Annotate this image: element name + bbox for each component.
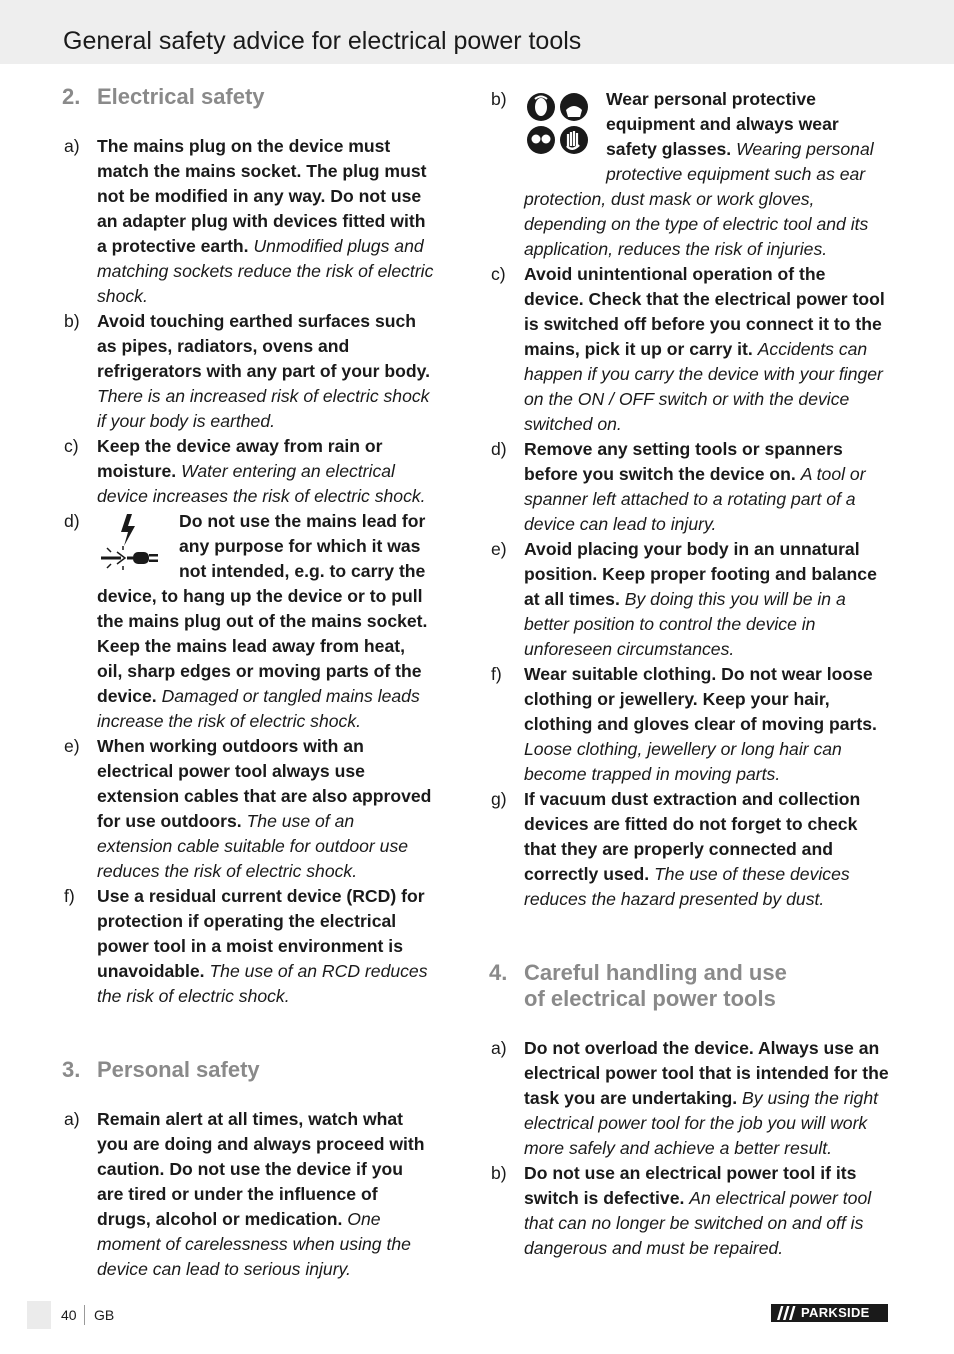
- item-label: g): [491, 789, 507, 809]
- item-explanation: There is an increased risk of electric shock if your body is earthed.: [97, 386, 430, 431]
- page-number: 40: [61, 1307, 77, 1323]
- list-item: [489, 662, 889, 787]
- section-number: 2.: [62, 84, 81, 109]
- item-instruction: Do not use an electrical power tool if its switch is defective.: [524, 1163, 857, 1208]
- item-instruction: Do not use the mains lead for any purpose for which it was not intended, e.g. to carry the device, to hang up the device or to pull the mains plug out of the mains socket. Keep the mains lead away from heat, oil, sharp edges or moving parts of the device.: [97, 511, 428, 706]
- item-instruction: Remove any setting tools or spanners before you switch the device on.: [524, 439, 843, 484]
- item-explanation: An electrical power tool that can no longer be switched on and off is dangerous and must be repaired.: [524, 1188, 872, 1258]
- brand-logo: [771, 1304, 888, 1322]
- item-explanation: Unmodified plugs and matching sockets reduce the risk of electric shock.: [97, 236, 434, 306]
- list-item: [62, 309, 434, 434]
- item-label: f): [64, 886, 75, 906]
- item-instruction: If vacuum dust extraction and collection devices are fitted do not forget to check that they are properly connected and correctly used.: [524, 789, 861, 884]
- item-label: e): [64, 736, 80, 756]
- item-explanation: The use of an extension cable suitable for outdoor use reduces the risk of electric shock.: [97, 811, 409, 881]
- item-label: a): [64, 136, 80, 156]
- list-item: [489, 437, 889, 537]
- item-instruction: Avoid touching earthed surfaces such as pipes, radiators, ovens and refrigerators with any part of your body.: [97, 311, 431, 381]
- item-label: c): [491, 264, 506, 284]
- footer-tab: [27, 1301, 51, 1329]
- item-explanation: The use of an RCD reduces the risk of electric shock.: [97, 961, 428, 1006]
- left-column: [62, 80, 434, 1282]
- item-explanation: The use of these devices reduces the hazard presented by dust.: [524, 864, 850, 909]
- item-explanation: Water entering an electrical device increases the risk of electric shock.: [97, 461, 426, 506]
- mains-lead-warning-icon: [97, 512, 167, 581]
- item-label: a): [491, 1038, 507, 1058]
- section-title: Electrical safety: [97, 84, 265, 109]
- item-instruction: Keep the device away from rain or moisture.: [97, 436, 383, 481]
- item-explanation: By doing this you will be in a better position to control the device in unforeseen circumstances.: [524, 589, 846, 659]
- list-item: [62, 434, 434, 509]
- list-item: [489, 1161, 889, 1261]
- item-instruction: The mains plug on the device must match the mains socket. The plug must not be modified in any way. Do not use an adapter plug with devices fitted with a protective earth.: [97, 136, 427, 256]
- footer-divider: [84, 1305, 85, 1325]
- page-title: General safety advice for electrical power tools: [63, 27, 582, 55]
- section-number: 3.: [62, 1057, 81, 1082]
- item-label: f): [491, 664, 502, 684]
- item-instruction: Wear personal protective equipment and always wear safety glasses.: [606, 89, 839, 159]
- item-label: a): [64, 1109, 80, 1129]
- item-label: c): [64, 436, 79, 456]
- item-explanation: One moment of carelessness when using the device can lead to serious injury.: [97, 1209, 411, 1279]
- item-explanation: Accidents can happen if you carry the device with your finger on the ON / OFF switch or with the device switched on.: [524, 339, 883, 434]
- list-item: [62, 884, 434, 1009]
- item-label: b): [491, 89, 507, 109]
- list-item: [62, 134, 434, 309]
- item-explanation: Wearing personal protective equipment such as ear protection, dust mask or work gloves, depending on the type of electric tool and its application, reduces the risk of injuries.: [524, 139, 874, 259]
- item-label: b): [64, 311, 80, 331]
- item-label: b): [491, 1163, 507, 1183]
- right-column: [489, 87, 889, 1261]
- item-explanation: By using the right electrical power tool for the job you will work more safely and achieve a better result.: [524, 1088, 878, 1158]
- section-heading-personal-safety: [62, 1057, 434, 1083]
- section-number: 4.: [489, 960, 508, 985]
- section-title-line-1: Careful handling and use: [524, 960, 787, 985]
- item-instruction: When working outdoors with an electrical power tool always use extension cables that are also approved for use outdoors.: [97, 736, 432, 831]
- brand-name: PARKSIDE: [801, 1305, 870, 1320]
- item-label: e): [491, 539, 507, 559]
- protective-equipment-icon: [524, 90, 594, 163]
- item-instruction: Remain alert at all times, watch what you are doing and always proceed with caution. Do not use the device if you are tired or under the influence of drugs, alcohol or medication.: [97, 1109, 425, 1229]
- list-item: [489, 1036, 889, 1161]
- section-title: Personal safety: [97, 1057, 260, 1082]
- list-item: [489, 87, 889, 262]
- list-item: [62, 509, 434, 734]
- item-explanation: A tool or spanner left attached to a rotating part of a device can lead to injury.: [524, 464, 866, 534]
- language-code: GB: [94, 1307, 115, 1323]
- section-heading-electrical-safety: [62, 84, 434, 110]
- item-instruction: Wear suitable clothing. Do not wear loose clothing or jewellery. Keep your hair, clothing and gloves clear of moving parts.: [524, 664, 877, 734]
- section-title-line-2: of electrical power tools: [524, 986, 776, 1011]
- item-explanation: Loose clothing, jewellery or long hair can become trapped in moving parts.: [524, 739, 842, 784]
- brand-stripes-icon: [771, 1304, 799, 1322]
- list-item: [62, 734, 434, 884]
- list-item: [62, 1107, 434, 1282]
- item-instruction: Avoid unintentional operation of the device. Check that the electrical power tool is switched off before you connect it to the mains, pick it up or carry it.: [524, 264, 885, 359]
- section-heading-careful-handling: [489, 960, 889, 1012]
- section-spacer: [62, 1009, 434, 1057]
- item-label: d): [64, 511, 80, 531]
- item-instruction: Avoid placing your body in an unnatural position. Keep proper footing and balance at all times.: [524, 539, 877, 609]
- item-label: d): [491, 439, 507, 459]
- list-item: [489, 537, 889, 662]
- list-item: [489, 787, 889, 912]
- item-explanation: Damaged or tangled mains leads increase the risk of electric shock.: [97, 686, 420, 731]
- section-spacer: [489, 912, 889, 960]
- list-item: [489, 262, 889, 437]
- item-instruction: Do not overload the device. Always use an electrical power tool that is intended for the task you are undertaking.: [524, 1038, 889, 1108]
- item-instruction: Use a residual current device (RCD) for protection if operating the electrical power tool in a moist environment is unavoidable.: [97, 886, 425, 981]
